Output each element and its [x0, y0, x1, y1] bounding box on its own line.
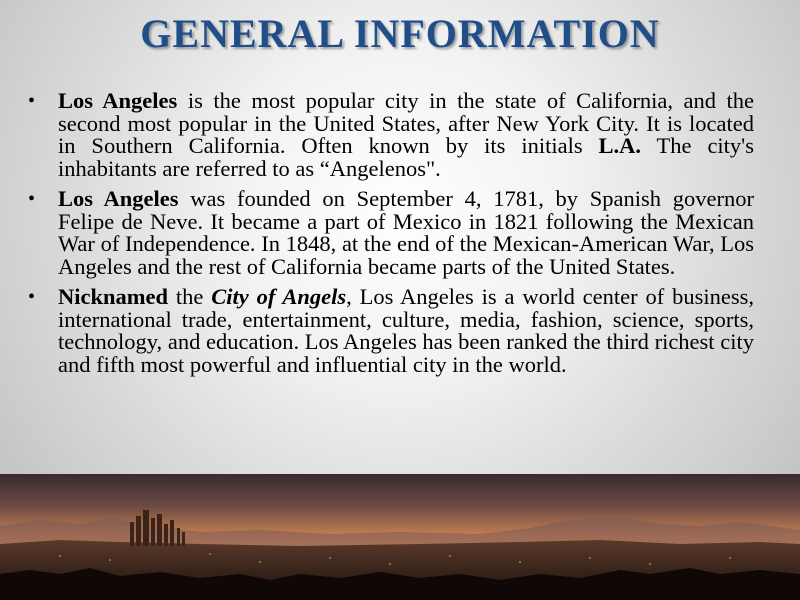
bold-run: L.A. [598, 133, 642, 158]
bullet-item [28, 90, 754, 180]
bullet-dot-icon: • [28, 90, 36, 112]
text-run: the [168, 284, 212, 309]
bold-run: Nicknamed [58, 284, 169, 309]
slide-title: GENERAL INFORMATION [140, 11, 660, 56]
text-run: is the most popular city in the state of California, and the second most popular in the United States, after New York City. It is located in Southern California. Often known by its initials [58, 88, 755, 158]
bullet-text [58, 284, 754, 377]
bold-italic-run: City of Angels [211, 284, 347, 309]
city-skyline-image [0, 474, 800, 600]
text-run: was founded on September 4, 1781, by Spanish governor Felipe de Neve. It became a part of Mexico in 1821 following the Mexican War of Independence. In 1848, at the end of the Mexican-American War, Los Angeles and the rest of California became parts of the United States. [58, 186, 754, 279]
bullet-item [28, 188, 754, 278]
bullet-dot-icon: • [28, 188, 36, 210]
text-run: The city's inhabitants are referred to as “Angelenos". [58, 133, 754, 181]
bullet-text [58, 186, 754, 279]
bold-run: Los Angeles [58, 186, 179, 211]
bullet-list [28, 90, 754, 384]
bullet-text [58, 88, 754, 181]
bullet-item [28, 286, 754, 376]
text-run: , Los Angeles is a world center of business, international trade, entertainment, culture, media, fashion, science, sports, technology, and education. Los Angeles has been ranked the third richest city and fifth most powerful and influential city in the world. [58, 284, 754, 377]
bullet-dot-icon: • [28, 286, 36, 308]
bold-run: Los Angeles [58, 88, 178, 113]
